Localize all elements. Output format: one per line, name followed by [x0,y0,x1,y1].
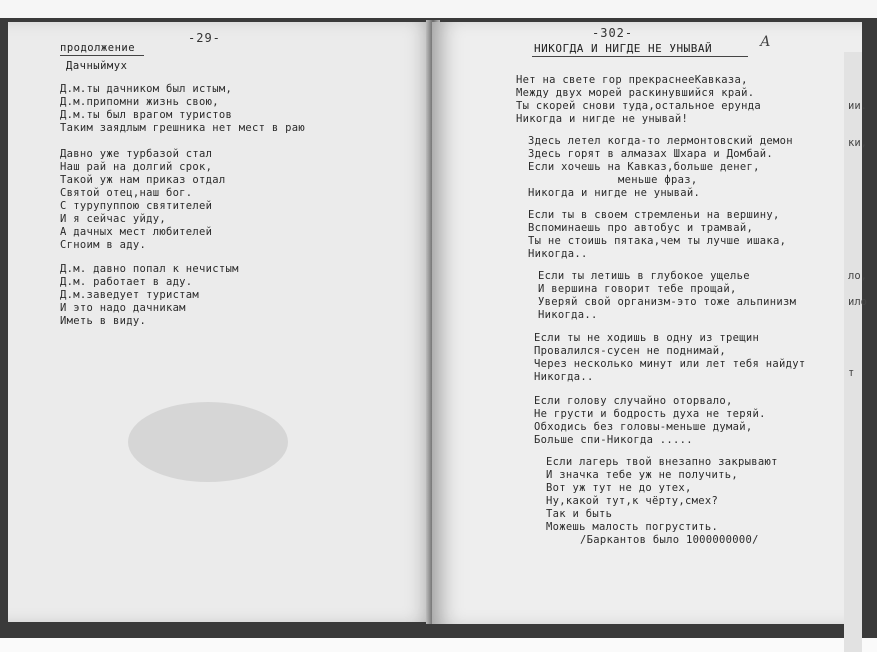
poem-line: И я сейчас уйду, [60,213,166,225]
poem-line: Таким заядлым грешника нет мест в раю [60,122,305,134]
poem-line: Никогда и нигде не унывай. [528,187,701,199]
poem-line: Не грусти и бодрость духа не теряй. [534,408,766,420]
title-underline [532,56,748,57]
left-page [8,22,436,622]
poem-line: Ты не стоишь пятака,чем ты лучше ишака, [528,235,787,247]
poem-line: Если ты в своем стремленьи на вершину, [528,209,780,221]
handwritten-letter-mark: А [760,34,771,50]
poem-line: Вот уж тут не до утех, [546,482,692,494]
poem-line: Никогда.. [538,309,598,321]
poem-line: Уверяй свой организм-это тоже альпинизм [538,296,797,308]
page-number: -29- [188,31,221,45]
poem-line: Нет на свете гор прекраснееКавказа, [516,74,748,86]
poem-line: Д.м. давно попал к нечистым [60,263,239,275]
poem-line: Здесь горят в алмазах Шхара и Домбай. [528,148,773,160]
poem-line: А дачных мест любителей [60,226,213,238]
poem-line: Никогда.. [534,371,594,383]
poem-line: Ты скорей снови туда,остальное ерунда [516,100,761,112]
poem-line: Если лагерь твой внезапно закрывают [546,456,778,468]
poem-line: Между двух морей раскинувшийся край. [516,87,755,99]
poem-line: Обходись без головы-меньше думай, [534,421,753,433]
poem-line: И это надо дачникам [60,302,186,314]
margin-overflow-text: ки, [848,137,867,149]
poem-line: Никогда и нигде не унывай! [516,113,689,125]
poem-line: Если ты летишь в глубокое ущелье [538,270,750,282]
poem-line: Так и быть [546,508,613,520]
right-page [432,22,867,624]
poem-line: Можешь малость погрустить. [546,521,719,533]
margin-overflow-text: ило [848,296,867,308]
poem-line: Д.м.ты был врагом туристов [60,109,233,121]
poem-line: Если ты не ходишь в одну из трещин [534,332,760,344]
poem-line: Святой отец,наш бог. [60,187,193,199]
poem-line: Д.м.заведует туристам [60,289,200,301]
song-title: НИКОГДА И НИГДЕ НЕ УНЫВАЙ [534,42,713,55]
poem-line: Никогда.. [528,248,588,260]
heading-underline [60,55,144,56]
poem-line: меньше фраз, [618,174,698,186]
poem-line: Наш рай на долгий срок, [60,161,213,173]
poem-line: Провалился-сусен не поднимай, [534,345,727,357]
poem-line: И вершина говорит тебе прощай, [538,283,737,295]
poem-line: И значка тебе уж не получить, [546,469,739,481]
margin-overflow-text: ло, [848,270,867,282]
page-number: -302- [592,26,634,40]
margin-overflow-text: ии. [848,100,867,112]
poem-line: Больше спи-Никогда ..... [534,434,693,446]
poem-line: Д.м.припомни жизнь свою, [60,96,219,108]
poem-line: Если хочешь на Кавказ,больше денег, [528,161,760,173]
poem-line: Такой уж нам приказ отдал [60,174,226,186]
bleed-through-smudge [128,402,288,482]
poem-line: Сгноим в аду. [60,239,147,251]
poem-line: Давно уже турбазой стал [60,148,213,160]
section-heading: продолжение [60,42,136,54]
margin-overflow-text: т [848,367,855,379]
poem-line: Через несколько минут или лет тебя найдут [534,358,806,370]
poem-line: Д.м.ты дачником был истым, [60,83,233,95]
signature-line: /Баркантов было 1000000000/ [580,534,759,546]
song-subheading: Дачныймух [66,60,128,72]
poem-line: Здесь летел когда-то лермонтовский демон [528,135,793,147]
poem-line: Вспоминаешь про автобус и трамвай, [528,222,754,234]
poem-line: Д.м. работает в аду. [60,276,193,288]
poem-line: Ну,какой тут,к чёрту,смех? [546,495,719,507]
poem-line: Если голову случайно оторвало, [534,395,733,407]
poem-line: С турупуппою святителей [60,200,213,212]
poem-line: Иметь в виду. [60,315,147,327]
